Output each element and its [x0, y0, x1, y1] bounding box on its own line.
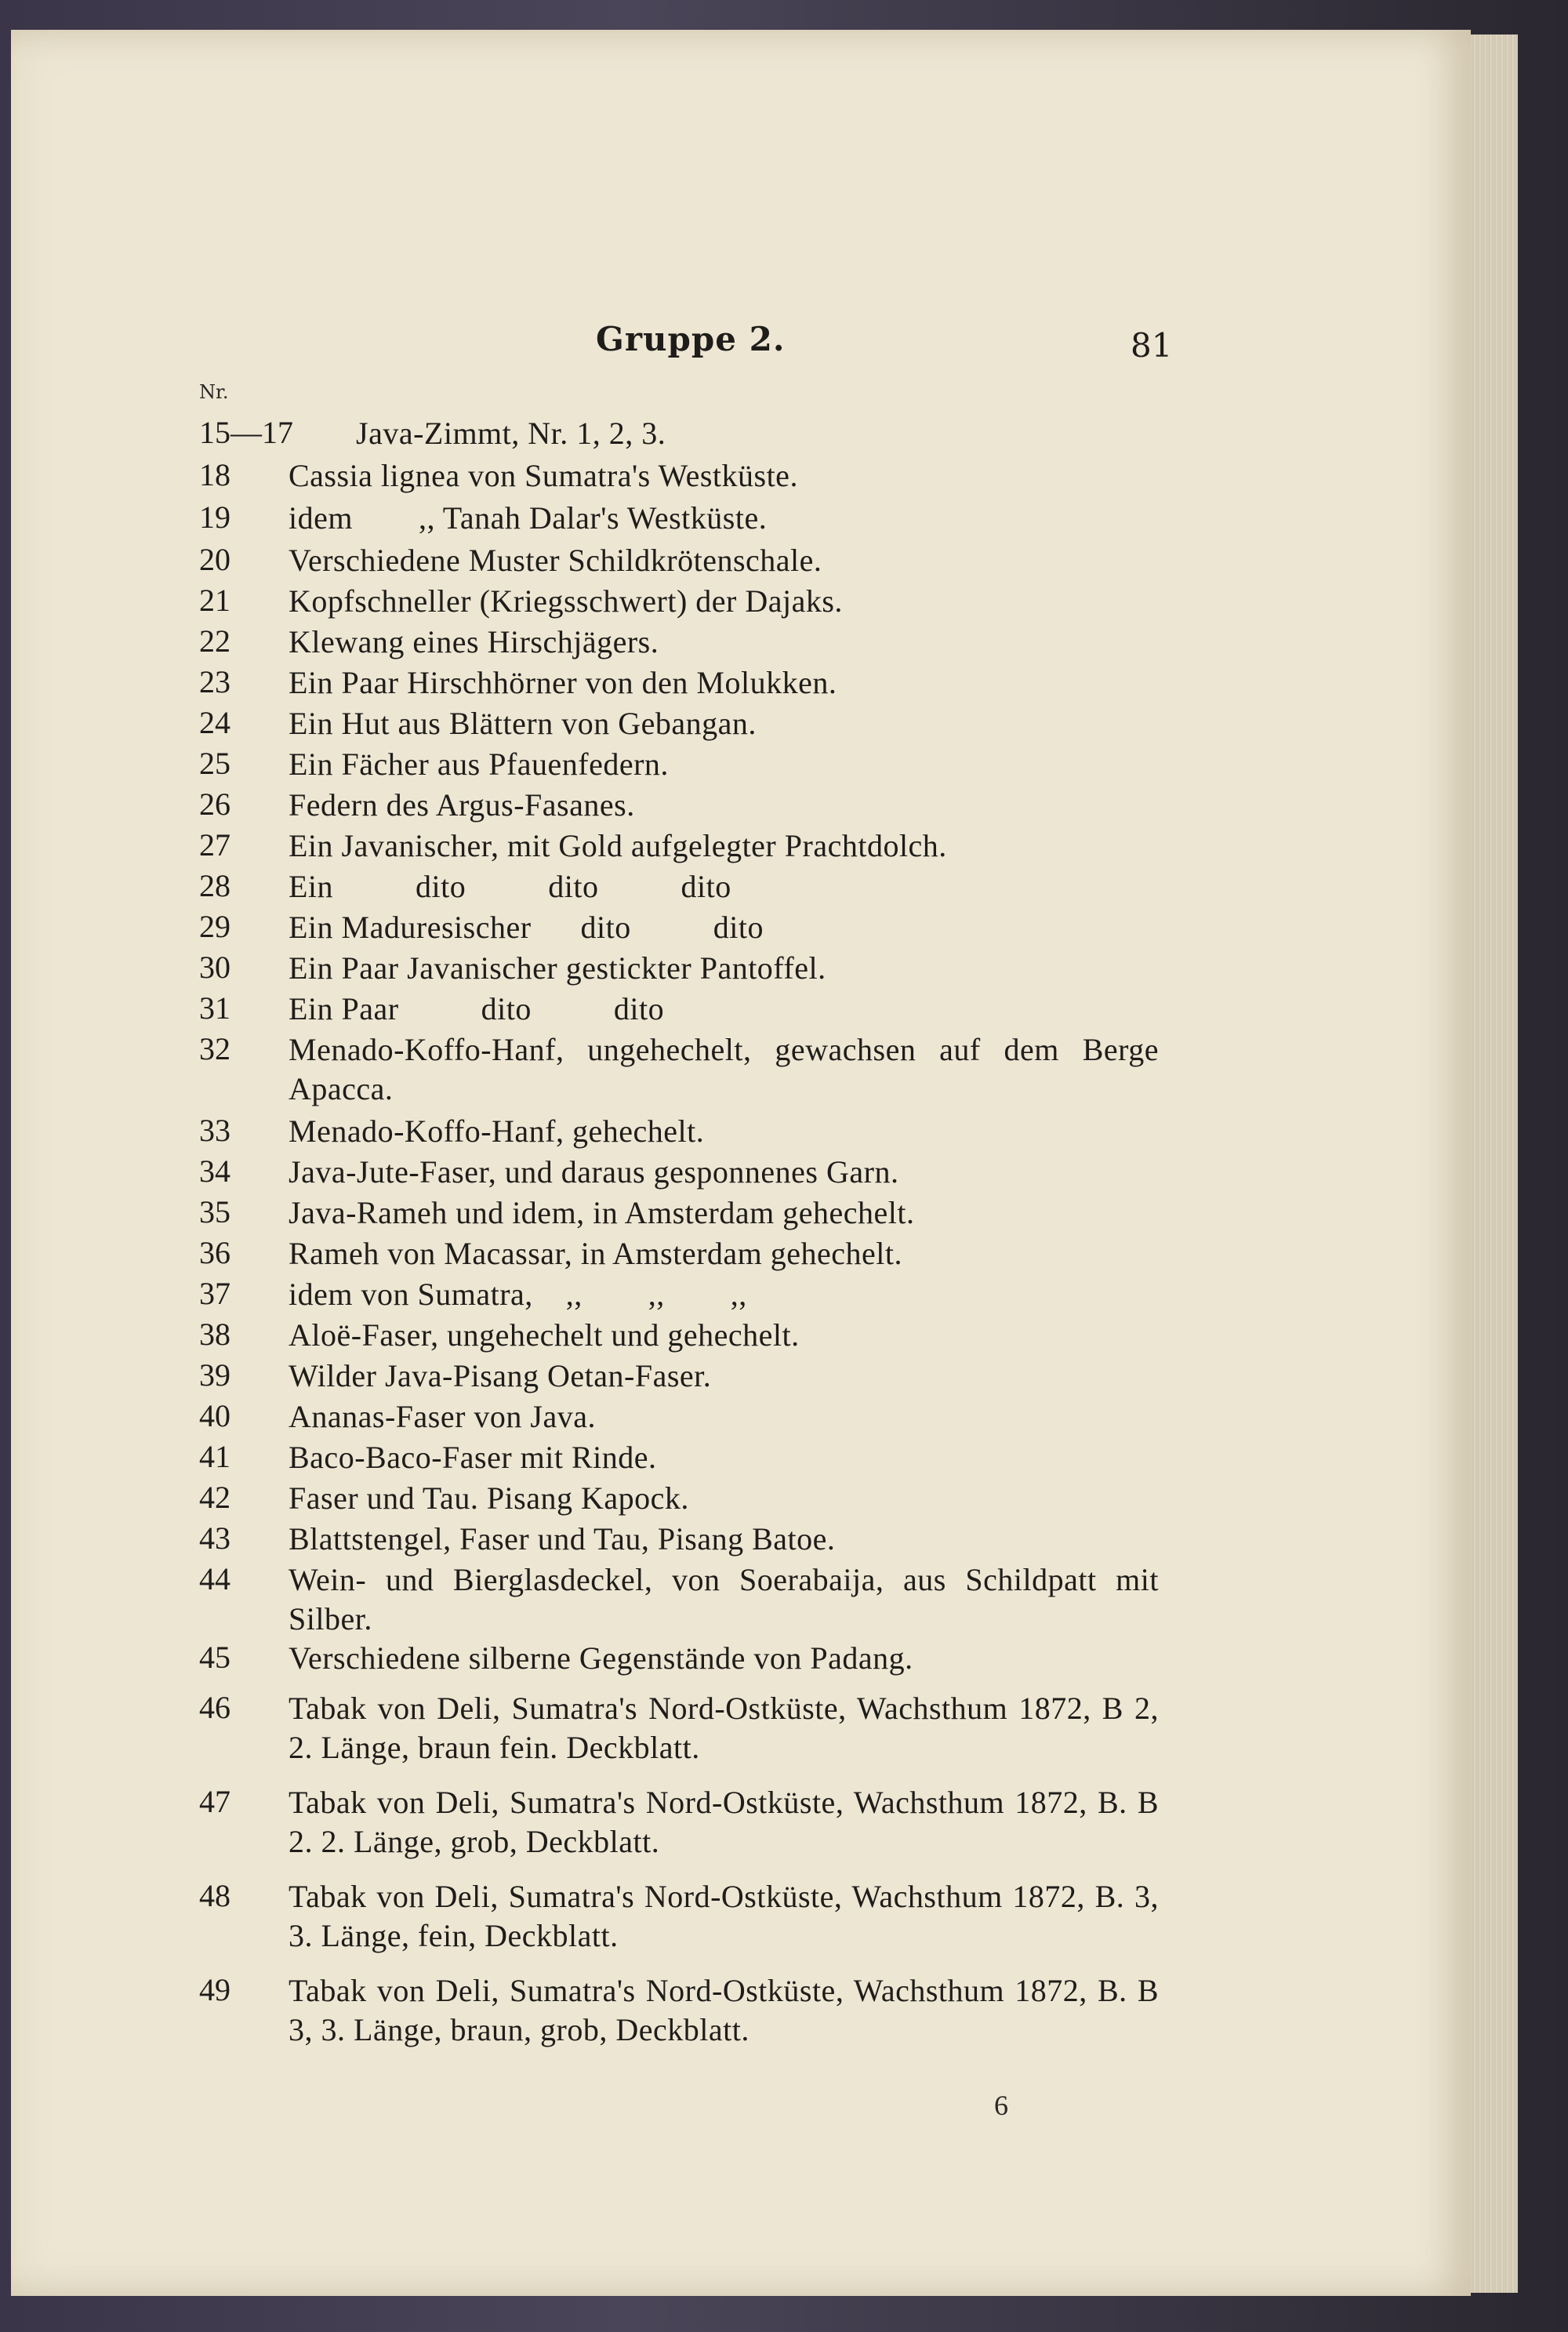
entry-text: Ein Javanischer, mit Gold aufgelegter Prachtdolch. — [289, 828, 947, 863]
entry-number: 32 — [199, 1031, 230, 1066]
entry-text: idem ,, Tanah Dalar's Westküste. — [289, 500, 768, 536]
entry-number: 29 — [199, 909, 230, 944]
number-column-label: Nr. — [199, 381, 229, 403]
entry-number: 15—17 — [199, 415, 293, 450]
entry-number: 22 — [199, 623, 230, 659]
entry-text: Ein Maduresischer dito dito — [289, 910, 764, 945]
entry-text: Aloë-Faser, ungehechelt und gehechelt. — [289, 1317, 800, 1353]
entry-text: Tabak von Deli, Sumatra's Nord-Ostküste, Wachsthum 1872, B. 3, 3. Länge, fein, Deckblatt. — [289, 1879, 1159, 1953]
entry-text: Verschiedene silberne Gegenstände von Padang. — [289, 1640, 913, 1676]
entry-number: 18 — [199, 457, 230, 492]
section-title: Gruppe 2. — [596, 320, 786, 358]
entry-text: Ein Paar Javanischer gestickter Pantoffel. — [289, 950, 826, 986]
entry-number: 46 — [199, 1690, 230, 1725]
signature-mark: 6 — [994, 2090, 1008, 2121]
entry-number: 25 — [199, 746, 230, 781]
entry-text: Java-Rameh und idem, in Amsterdam gehechelt. — [289, 1195, 915, 1230]
entry-text: Ein Hut aus Blättern von Gebangan. — [289, 706, 757, 741]
entry-text: Ein Paar Hirschhörner von den Molukken. — [289, 665, 837, 700]
entry-text: idem von Sumatra, ,, ,, ,, — [289, 1277, 747, 1312]
entry-text: Ananas-Faser von Java. — [289, 1399, 596, 1434]
entry-text: Faser und Tau. Pisang Kapock. — [289, 1480, 689, 1516]
entry-number: 44 — [199, 1561, 230, 1596]
entry-text: Kopfschneller (Kriegsschwert) der Dajaks. — [289, 583, 843, 619]
entry-number: 31 — [199, 990, 230, 1026]
entry-text: Verschiedene Muster Schildkrötenschale. — [289, 543, 822, 578]
entry-text: Wein- und Bierglasdeckel, von Soerabaija, aus Schildpatt mit Silber. — [289, 1562, 1159, 1636]
entry-number: 47 — [199, 1784, 230, 1819]
entry-text: Baco-Baco-Faser mit Rinde. — [289, 1440, 657, 1475]
entry-number: 27 — [199, 827, 230, 863]
page-edges — [1471, 35, 1518, 2293]
entry-number: 28 — [199, 868, 230, 903]
entry-text: Tabak von Deli, Sumatra's Nord-Ostküste, Wachsthum 1872, B. B 2. 2. Länge, grob, Deckblatt. — [289, 1785, 1159, 1859]
entry-number: 41 — [199, 1439, 230, 1474]
entry-text: Java-Zimmt, Nr. 1, 2, 3. — [356, 416, 666, 451]
book-page — [11, 30, 1471, 2296]
entry-number: 39 — [199, 1357, 230, 1393]
entry-number: 42 — [199, 1480, 230, 1515]
entry-text: Blattstengel, Faser und Tau, Pisang Batoe. — [289, 1521, 836, 1556]
entry-number: 48 — [199, 1878, 230, 1913]
entry-text: Java-Jute-Faser, und daraus gesponnenes Garn. — [289, 1154, 899, 1190]
entry-number: 37 — [199, 1276, 230, 1311]
entry-text: Tabak von Deli, Sumatra's Nord-Ostküste, Wachsthum 1872, B 2, 2. Länge, braun fein. Deckblatt. — [289, 1691, 1159, 1765]
entry-text: Ein Paar dito dito — [289, 991, 665, 1026]
entry-number: 23 — [199, 664, 230, 699]
entry-number: 36 — [199, 1235, 230, 1270]
entry-number: 21 — [199, 583, 230, 618]
entry-number: 45 — [199, 1640, 230, 1675]
entry-text: Ein Fächer aus Pfauenfedern. — [289, 746, 669, 782]
entry-number: 38 — [199, 1317, 230, 1352]
entry-text: Wilder Java-Pisang Oetan-Faser. — [289, 1358, 712, 1393]
entry-number: 40 — [199, 1398, 230, 1433]
entry-number: 30 — [199, 950, 230, 985]
entry-text: Menado-Koffo-Hanf, ungehechelt, gewachsen auf dem Berge Apacca. — [289, 1032, 1159, 1106]
entry-text: Cassia lignea von Sumatra's Westküste. — [289, 458, 798, 493]
entry-number: 34 — [199, 1153, 230, 1189]
entry-number: 19 — [199, 499, 230, 535]
entry-text: Menado-Koffo-Hanf, gehechelt. — [289, 1113, 705, 1149]
page-number: 81 — [1131, 326, 1173, 365]
entry-text: Tabak von Deli, Sumatra's Nord-Ostküste, Wachsthum 1872, B. B 3, 3. Länge, braun, grob, Deckblatt. — [289, 1973, 1159, 2047]
entry-number: 24 — [199, 705, 230, 740]
entry-number: 35 — [199, 1194, 230, 1230]
entry-text: Ein dito dito dito — [289, 869, 731, 904]
entry-text: Klewang eines Hirschjägers. — [289, 624, 659, 659]
entry-text: Federn des Argus-Fasanes. — [289, 787, 635, 823]
entry-number: 26 — [199, 786, 230, 822]
entry-number: 49 — [199, 1972, 230, 2007]
entry-number: 20 — [199, 542, 230, 577]
entry-text: Rameh von Macassar, in Amsterdam gehechelt. — [289, 1236, 903, 1271]
entry-number: 33 — [199, 1113, 230, 1148]
catalog-entries — [11, 30, 1471, 2296]
entry-number: 43 — [199, 1520, 230, 1556]
